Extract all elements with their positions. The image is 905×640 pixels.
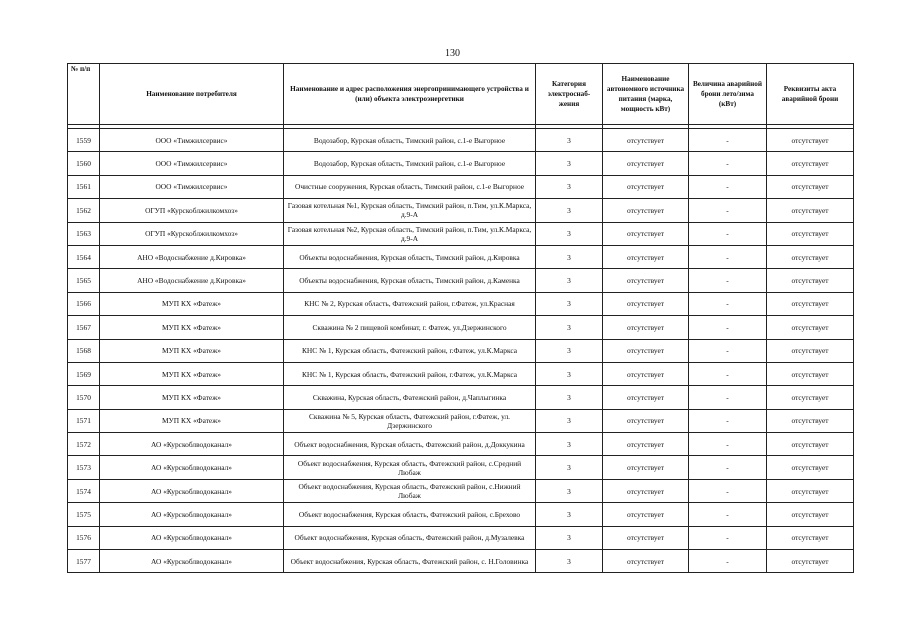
table-row bbox=[68, 479, 854, 502]
column-header-source: Наименование автономного источника питания (марка, мощность кВт) bbox=[603, 64, 689, 125]
table-row bbox=[68, 550, 854, 573]
cell-category: 3 bbox=[536, 386, 603, 409]
cell-consumer: ООО «Тимжилсервис» bbox=[100, 175, 284, 198]
cell-act: отсутствует bbox=[767, 175, 854, 198]
cell-source: отсутствует bbox=[603, 479, 689, 502]
cell-reserve: - bbox=[689, 222, 767, 245]
cell-source: отсутствует bbox=[603, 175, 689, 198]
cell-category: 3 bbox=[536, 269, 603, 292]
cell-category: 3 bbox=[536, 222, 603, 245]
cell-act: отсутствует bbox=[767, 199, 854, 222]
cell-object: КНС № 2, Курская область, Фатежский район, г.Фатеж, ул.Красная bbox=[284, 292, 536, 315]
cell-object: Объекты водоснабжения, Курская область, Тимский район, д.Кировка bbox=[284, 245, 536, 268]
cell-reserve: - bbox=[689, 152, 767, 175]
table-row bbox=[68, 456, 854, 479]
table-row bbox=[68, 292, 854, 315]
cell-act: отсутствует bbox=[767, 479, 854, 502]
cell-category: 3 bbox=[536, 456, 603, 479]
cell-consumer: АО «Курскоблводоканал» bbox=[100, 526, 284, 549]
header-row bbox=[68, 64, 854, 125]
cell-reserve: - bbox=[689, 339, 767, 362]
cell-source: отсутствует bbox=[603, 129, 689, 152]
cell-source: отсутствует bbox=[603, 362, 689, 385]
column-header-act: Реквизиты акта аварийной брони bbox=[767, 64, 854, 125]
cell-source: отсутствует bbox=[603, 292, 689, 315]
cell-source: отсутствует bbox=[603, 339, 689, 362]
cell-object: Объект водоснабжения, Курская область, Фатежский район, д.Музалевка bbox=[284, 526, 536, 549]
cell-act: отсутствует bbox=[767, 222, 854, 245]
cell-consumer: АО «Курскоблводоканал» bbox=[100, 479, 284, 502]
table-row bbox=[68, 526, 854, 549]
table-row bbox=[68, 152, 854, 175]
cell-category: 3 bbox=[536, 550, 603, 573]
page-number: 130 bbox=[445, 48, 460, 59]
cell-num: 1563 bbox=[68, 222, 100, 245]
table-row bbox=[68, 129, 854, 152]
cell-consumer: АНО «Водоснабжение д.Кировка» bbox=[100, 269, 284, 292]
cell-act: отсутствует bbox=[767, 409, 854, 432]
table-row bbox=[68, 316, 854, 339]
cell-source: отсутствует bbox=[603, 433, 689, 456]
table-row bbox=[68, 409, 854, 432]
cell-object: Объект водоснабжения, Курская область, Фатежский район, с. Н.Головинка bbox=[284, 550, 536, 573]
cell-num: 1565 bbox=[68, 269, 100, 292]
table-row bbox=[68, 503, 854, 526]
cell-category: 3 bbox=[536, 316, 603, 339]
cell-category: 3 bbox=[536, 339, 603, 362]
cell-reserve: - bbox=[689, 199, 767, 222]
cell-num: 1570 bbox=[68, 386, 100, 409]
cell-source: отсутствует bbox=[603, 316, 689, 339]
cell-object: Газовая котельная №1, Курская область, Тимский район, п.Тим, ул.К.Маркса, д.9-А bbox=[284, 199, 536, 222]
cell-num: 1577 bbox=[68, 550, 100, 573]
cell-object: Объект водоснабжения, Курская область, Фатежский район, д.Доккукина bbox=[284, 433, 536, 456]
cell-reserve: - bbox=[689, 503, 767, 526]
cell-category: 3 bbox=[536, 129, 603, 152]
cell-num: 1576 bbox=[68, 526, 100, 549]
cell-object: Объект водоснабжения, Курская область, Фатежский район, с.Средний Любаж bbox=[284, 456, 536, 479]
cell-consumer: МУП КХ «Фатеж» bbox=[100, 292, 284, 315]
cell-object: Газовая котельная №2, Курская область, Тимский район, п.Тим, ул.К.Маркса, д.9-А bbox=[284, 222, 536, 245]
column-header-consumer: Наименование потребителя bbox=[100, 64, 284, 125]
cell-num: 1572 bbox=[68, 433, 100, 456]
table-row bbox=[68, 362, 854, 385]
column-header-reserve: Величина аварийной брони лето/зима (кВт) bbox=[689, 64, 767, 125]
cell-object: Объекты водоснабжения, Курская область, Тимский район, д.Каменка bbox=[284, 269, 536, 292]
table-row bbox=[68, 175, 854, 198]
cell-act: отсутствует bbox=[767, 316, 854, 339]
cell-reserve: - bbox=[689, 129, 767, 152]
cell-category: 3 bbox=[536, 503, 603, 526]
cell-num: 1559 bbox=[68, 129, 100, 152]
cell-consumer: МУП КХ «Фатеж» bbox=[100, 316, 284, 339]
table-row bbox=[68, 222, 854, 245]
cell-reserve: - bbox=[689, 175, 767, 198]
cell-consumer: АО «Курскоблводоканал» bbox=[100, 503, 284, 526]
cell-num: 1562 bbox=[68, 199, 100, 222]
table-row bbox=[68, 199, 854, 222]
cell-act: отсутствует bbox=[767, 152, 854, 175]
cell-reserve: - bbox=[689, 479, 767, 502]
cell-reserve: - bbox=[689, 362, 767, 385]
cell-source: отсутствует bbox=[603, 386, 689, 409]
cell-reserve: - bbox=[689, 269, 767, 292]
cell-category: 3 bbox=[536, 175, 603, 198]
cell-consumer: МУП КХ «Фатеж» bbox=[100, 362, 284, 385]
cell-act: отсутствует bbox=[767, 550, 854, 573]
cell-source: отсутствует bbox=[603, 199, 689, 222]
cell-act: отсутствует bbox=[767, 386, 854, 409]
cell-category: 3 bbox=[536, 199, 603, 222]
cell-num: 1575 bbox=[68, 503, 100, 526]
cell-reserve: - bbox=[689, 433, 767, 456]
table-row bbox=[68, 245, 854, 268]
cell-consumer: АНО «Водоснабжение д.Кировка» bbox=[100, 245, 284, 268]
cell-consumer: МУП КХ «Фатеж» bbox=[100, 409, 284, 432]
cell-reserve: - bbox=[689, 456, 767, 479]
cell-reserve: - bbox=[689, 245, 767, 268]
table-row bbox=[68, 339, 854, 362]
column-header-object: Наименование и адрес расположения энергопринимающего устройства и (или) объекта электроэнергетики bbox=[284, 64, 536, 125]
cell-reserve: - bbox=[689, 526, 767, 549]
cell-num: 1567 bbox=[68, 316, 100, 339]
cell-num: 1564 bbox=[68, 245, 100, 268]
cell-object: Скважина № 2 пищевой комбинат, г. Фатеж, ул.Дзержинского bbox=[284, 316, 536, 339]
cell-consumer: ОГУП «Курскоблжилкомхоз» bbox=[100, 222, 284, 245]
table-body bbox=[68, 129, 854, 573]
cell-num: 1569 bbox=[68, 362, 100, 385]
cell-source: отсутствует bbox=[603, 456, 689, 479]
cell-category: 3 bbox=[536, 479, 603, 502]
cell-consumer: АО «Курскоблводоканал» bbox=[100, 550, 284, 573]
cell-source: отсутствует bbox=[603, 152, 689, 175]
cell-num: 1574 bbox=[68, 479, 100, 502]
cell-num: 1568 bbox=[68, 339, 100, 362]
cell-reserve: - bbox=[689, 409, 767, 432]
cell-object: Объект водоснабжения, Курская область, Фатежский район, с.Нижний Любаж bbox=[284, 479, 536, 502]
cell-num: 1573 bbox=[68, 456, 100, 479]
cell-object: Очистные сооружения, Курская область, Тимский район, с.1-е Выгорное bbox=[284, 175, 536, 198]
cell-reserve: - bbox=[689, 550, 767, 573]
cell-source: отсутствует bbox=[603, 269, 689, 292]
cell-consumer: ООО «Тимжилсервис» bbox=[100, 152, 284, 175]
cell-object: Скважина, Курская область, Фатежский район, д.Чаплыгинка bbox=[284, 386, 536, 409]
cell-object: Скважина № 5, Курская область, Фатежский район, г.Фатеж, ул. Дзержинского bbox=[284, 409, 536, 432]
cell-category: 3 bbox=[536, 409, 603, 432]
cell-source: отсутствует bbox=[603, 409, 689, 432]
cell-object: КНС № 1, Курская область, Фатежский район, г.Фатеж, ул.К.Маркса bbox=[284, 339, 536, 362]
column-header-category: Категория электроснаб-жения bbox=[536, 64, 603, 125]
cell-source: отсутствует bbox=[603, 526, 689, 549]
cell-num: 1561 bbox=[68, 175, 100, 198]
cell-act: отсутствует bbox=[767, 433, 854, 456]
cell-num: 1571 bbox=[68, 409, 100, 432]
cell-reserve: - bbox=[689, 292, 767, 315]
cell-consumer: ОГУП «Курскоблжилкомхоз» bbox=[100, 199, 284, 222]
column-header-num: № п/п bbox=[68, 64, 100, 125]
cell-num: 1566 bbox=[68, 292, 100, 315]
cell-object: Водозабор, Курская область, Тимский район, с.1-е Выгорное bbox=[284, 129, 536, 152]
cell-object: КНС № 1, Курская область, Фатежский район, г.Фатеж, ул.К.Маркса bbox=[284, 362, 536, 385]
table-row bbox=[68, 433, 854, 456]
table-row bbox=[68, 386, 854, 409]
cell-consumer: ООО «Тимжилсервис» bbox=[100, 129, 284, 152]
cell-consumer: АО «Курскоблводоканал» bbox=[100, 456, 284, 479]
cell-category: 3 bbox=[536, 433, 603, 456]
cell-category: 3 bbox=[536, 362, 603, 385]
cell-act: отсутствует bbox=[767, 269, 854, 292]
cell-act: отсутствует bbox=[767, 245, 854, 268]
cell-act: отсутствует bbox=[767, 503, 854, 526]
cell-consumer: МУП КХ «Фатеж» bbox=[100, 386, 284, 409]
cell-category: 3 bbox=[536, 245, 603, 268]
cell-category: 3 bbox=[536, 526, 603, 549]
emergency-reserve-table bbox=[67, 63, 854, 573]
cell-act: отсутствует bbox=[767, 526, 854, 549]
cell-object: Объект водоснабжения, Курская область, Фатежский район, с.Брехово bbox=[284, 503, 536, 526]
cell-category: 3 bbox=[536, 152, 603, 175]
cell-act: отсутствует bbox=[767, 456, 854, 479]
cell-consumer: АО «Курскоблводоканал» bbox=[100, 433, 284, 456]
cell-reserve: - bbox=[689, 316, 767, 339]
cell-consumer: МУП КХ «Фатеж» bbox=[100, 339, 284, 362]
cell-act: отсутствует bbox=[767, 292, 854, 315]
cell-object: Водозабор, Курская область, Тимский район, с.1-е Выгорное bbox=[284, 152, 536, 175]
cell-act: отсутствует bbox=[767, 339, 854, 362]
table-row bbox=[68, 269, 854, 292]
cell-source: отсутствует bbox=[603, 222, 689, 245]
cell-act: отсутствует bbox=[767, 362, 854, 385]
cell-source: отсутствует bbox=[603, 503, 689, 526]
cell-category: 3 bbox=[536, 292, 603, 315]
cell-num: 1560 bbox=[68, 152, 100, 175]
cell-source: отсутствует bbox=[603, 550, 689, 573]
cell-act: отсутствует bbox=[767, 129, 854, 152]
cell-reserve: - bbox=[689, 386, 767, 409]
cell-source: отсутствует bbox=[603, 245, 689, 268]
